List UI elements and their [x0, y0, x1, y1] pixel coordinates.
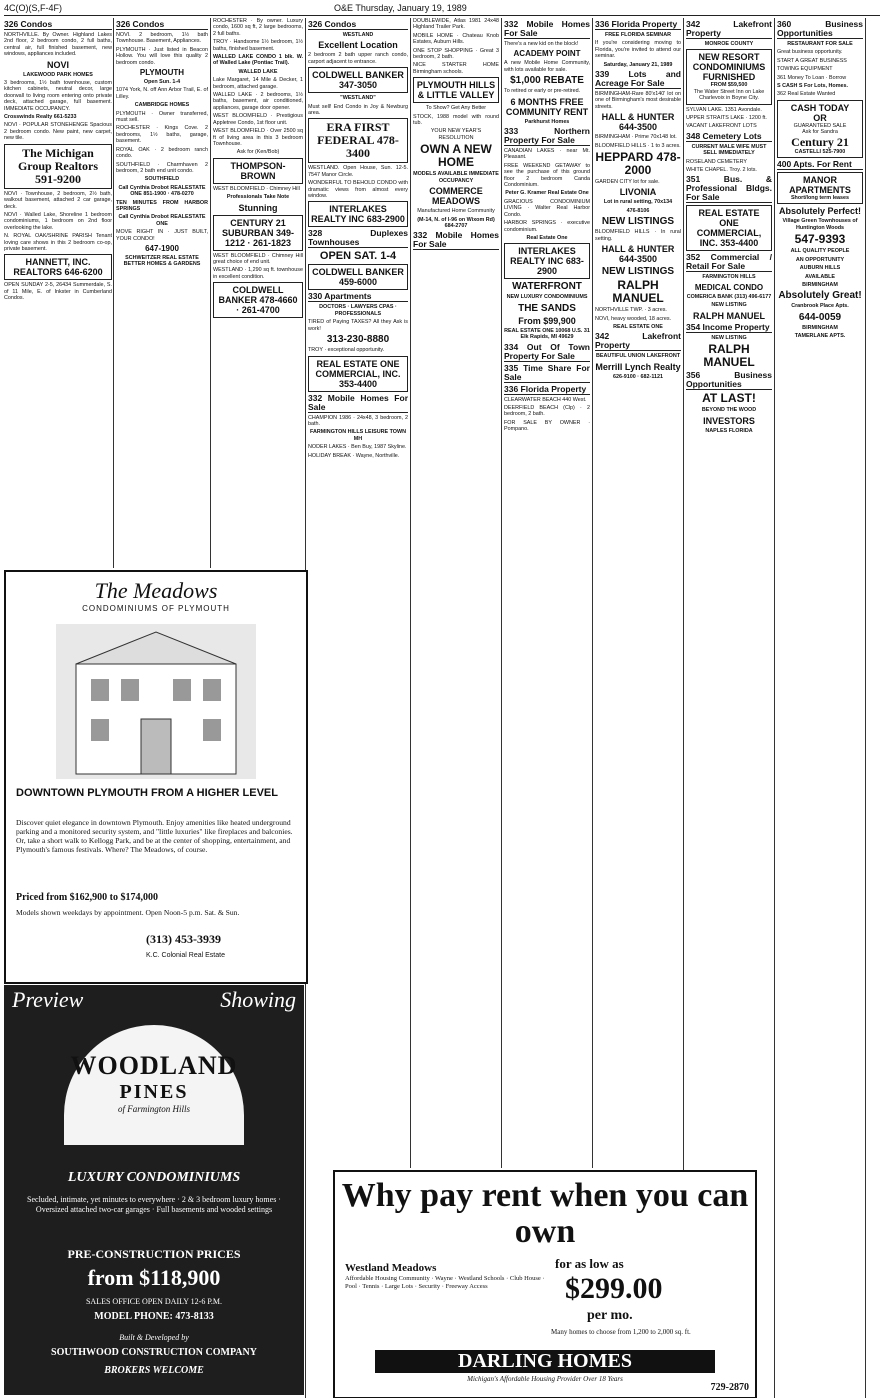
listing-contact: RALPH MANUEL: [693, 310, 765, 321]
section-header: 351 Bus. & Professional Bldgs. For Sale: [686, 174, 772, 203]
column-divider: [113, 18, 114, 568]
listing: PLYMOUTH · Owner transferred, must sell.: [116, 110, 208, 124]
listing: UPPER STRAITS LAKE · 1200 ft.: [686, 115, 767, 122]
section-header: 333 Northern Property For Sale: [504, 126, 590, 146]
section-header: 332 Mobile Homes For Sale: [413, 230, 499, 250]
listing: HARBOR SPRINGS · executive condominium.: [504, 220, 590, 233]
listing-heading: BEAUTIFUL UNION LAKEFRONT: [595, 353, 681, 360]
listing: DEERFIELD BEACH (Clp) · 2 bedroom, 2 bath.: [504, 404, 590, 418]
listing: NICE STARTER HOME Birmingham schools.: [413, 62, 499, 75]
listing-heading: BEYOND THE WOOD: [701, 407, 757, 414]
classified-column: [686, 18, 772, 1168]
section-header: 326 Condos: [116, 20, 208, 30]
section-header: 360 Business Opportunities: [777, 19, 863, 38]
ad-pcp: PRE-CONSTRUCTION PRICES: [67, 1247, 241, 1261]
listing-heading: Cranbrook Place Apts.: [791, 303, 849, 310]
listing: SOUTHFIELD · Charmhaven 2 bedroom, 2 bath end unit condo.: [116, 161, 208, 174]
listing: WALLED LAKE · 2 bedrooms, 1½ baths, basement, air conditioned, appliances, garage door opener.: [213, 92, 303, 111]
listing-heading: AT LAST!: [702, 391, 756, 406]
ad-price: $299.00: [565, 1272, 663, 1305]
broker-name: HANNETT, INC. REALTORS 646-6200: [13, 257, 103, 278]
listing: STOCK, 1988 model with round tub.: [413, 113, 499, 127]
meadows-ad: [4, 570, 308, 984]
ad-heading: CASH TODAY: [790, 102, 850, 113]
broker-ad: [213, 282, 303, 318]
listing-heading: Absolutely Perfect!: [778, 206, 862, 217]
listing: WONDERFUL TO BEHOLD CONDO with dramatic views from almost every window.: [308, 180, 408, 200]
listing-heading: NOVI: [46, 59, 69, 70]
listing-heading: BIRMINGHAM: [802, 324, 838, 331]
listing: CANADIAN LAKES · near Mt. Pleasant.: [504, 148, 590, 161]
ad-homes: Many homes to choose from 1,200 to 2,000 sq. ft.: [551, 1328, 691, 1336]
classified-column: [413, 18, 499, 1168]
listing-heading: Saturday, January 21, 1989: [603, 61, 673, 68]
section-header: 335 Time Share For Sale: [504, 362, 590, 382]
classified-column: [504, 18, 590, 1168]
listing-heading: Lot in rural setting, 70x134: [603, 199, 673, 206]
listing: NOVI · POPULAR STONEHENGE Spacious 2 bedroom condo. New paint, new carpet, new tile.: [4, 122, 112, 142]
section-header: 336 Florida Property: [504, 385, 590, 395]
broker-name: REAL ESTATE ONE COMMERCIAL, INC. 353-4400: [315, 358, 401, 389]
listing-heading: OWN A NEW HOME: [420, 142, 492, 170]
broker-name: Century 21: [791, 134, 849, 149]
listing-heading: OPEN SAT. 1-4: [319, 250, 397, 263]
broker-name: ERA FIRST FEDERAL 478-3400: [317, 120, 399, 161]
section-header: 348 Cemetery Lots: [686, 132, 772, 142]
section-header: 326 Condos: [4, 20, 112, 30]
section-header: 332 Mobile Homes For Sale: [504, 19, 590, 38]
section-header: 326 Condos: [308, 20, 408, 30]
ad-body: Secluded, intimate, yet minutes to everywhere · 2 & 3 bedroom luxury homes · Oversized attached two-car garages · Full basements and wooded settings: [27, 1195, 281, 1214]
listing-heading: DOCTORS · LAWYERS CPAS · PROFESSIONALS: [319, 304, 397, 317]
section-header: 336 Florida Property: [595, 20, 681, 30]
listing: Must sell! End Condo in Joy & Newburg area.: [308, 103, 408, 117]
section-header: 342 Lakefront Property: [595, 331, 681, 351]
listing-heading: RESTAURANT FOR SALE: [787, 41, 853, 47]
classified-column: [777, 18, 863, 1398]
darling-homes-ad: [333, 1170, 757, 1398]
listing-phone: 547-9393: [794, 232, 846, 247]
masthead: [4, 3, 880, 16]
listing-heading: AN OPPORTUNITY: [795, 256, 845, 263]
listing-heading: WATERFRONT: [512, 281, 582, 293]
woodland-logo: [64, 1025, 244, 1145]
listing-contact: Peter G. Kramer Real Estate One: [505, 190, 589, 197]
broker-ad: [686, 49, 772, 104]
listing-heading: FARMINGTON HILLS: [702, 274, 756, 281]
listing-heading: Village Green Townhouses of Huntington Woods: [782, 218, 858, 231]
section-header: 328 Duplexes Townhouses: [308, 228, 408, 248]
broker-name: The Michigan Group Realtors 591-9200: [17, 145, 99, 186]
listing: MOVE RIGHT IN · JUST BUILT, YOUR CONDO!: [116, 229, 208, 242]
listing-heading: "WESTLAND": [340, 95, 376, 102]
logo-line-1: WOODLAND: [70, 1051, 238, 1080]
listing: ROYAL OAK · 2 bedroom ranch condo.: [116, 146, 208, 160]
column-divider: [501, 18, 502, 1168]
ad-text: Ask for Sandra: [802, 129, 838, 136]
listing: WEST BLOOMFIELD · Over 2500 sq ft of living area in this 3 bedroom Townhouse.: [213, 128, 303, 147]
listing: FREE WEEKEND GETAWAY to see the purchase of this ground floor 2 bedroom Canda Condominium.: [504, 162, 590, 189]
listing-heading: CURRENT MALE WIFE MUST SELL IMMEDIATELY: [691, 143, 767, 157]
broker-ad: [308, 356, 408, 392]
listing-contact: HALL & HUNTER 644-3500: [601, 244, 675, 265]
listing: WEST BLOOMFIELD · Chimney Hill: [213, 185, 300, 192]
ad-hours: Models shown weekdays by appointment. Open Noon-5 p.m. Sat. & Sun.: [16, 908, 240, 917]
listing: ROCHESTER · Kings Cove. 2 bedrooms, 1½ baths, garage, basement.: [116, 125, 208, 145]
listing-heading: Professionals Take Note: [226, 194, 290, 201]
listing-heading: AVAILABLE: [804, 273, 836, 280]
listing: If you're considering moving to Florida, you're invited to attend our seminar.: [595, 40, 681, 60]
listing-heading: NEW LISTING: [711, 302, 747, 309]
listing: NOVI, heavy wooded, 18 acres.: [595, 315, 672, 322]
ad-price: FROM $59,500: [710, 82, 748, 89]
listing-contact: Crosswinds Realty 661-5233: [4, 114, 77, 121]
ad-title: The Meadows: [94, 578, 218, 603]
column-divider: [774, 18, 775, 1398]
listing: Great business opportunity.: [777, 49, 843, 56]
listing: To retired or early or pre-retired.: [504, 88, 581, 95]
listing-heading: 6 MONTHS FREE COMMUNITY RENT: [505, 96, 589, 117]
listing: GARDEN CITY lot for sale.: [595, 179, 660, 186]
listing-heading: INVESTORS: [703, 415, 755, 426]
listing-contact: HEPPARD 478-2000: [595, 150, 681, 178]
page-number: 4C(O)(S,F-4F): [4, 3, 62, 13]
column-divider: [592, 18, 593, 1168]
listing-heading: From $99,900: [518, 315, 576, 326]
listing-heading: MODELS AVAILABLE IMMEDIATE OCCUPANCY: [413, 171, 499, 184]
listing: GRACIOUS CONDOMINIUM LIVING · Walter Real Harbor Condo.: [504, 198, 590, 218]
broker-name: CENTURY 21 SUBURBAN 349-1212 · 261-1823: [221, 217, 294, 248]
listing-contact: Call Cynthia Drobot REALESTATE ONE 851-1900 · 478-0270: [118, 184, 206, 198]
ad-model-phone: MODEL PHONE: 473-8133: [94, 1311, 214, 1322]
broker-ad: [213, 215, 303, 251]
broker-ad: [213, 158, 303, 184]
broker-ad: [308, 201, 408, 227]
listing: NORTHVILLE TWP. · 3 acres.: [595, 307, 667, 314]
ad-price: from $118,900: [87, 1265, 221, 1290]
section-header: 354 Income Property: [686, 323, 772, 333]
listing-heading: PLYMOUTH: [139, 68, 185, 78]
listing-heading: SOUTHFIELD: [144, 176, 180, 183]
listing-heading: TAMERLANE APTS.: [794, 333, 846, 340]
listing-heading: NAPLES FLORIDA: [705, 427, 753, 434]
listing-heading: FREE FLORIDA SEMINAR: [605, 32, 671, 38]
broker-name: COLDWELL BANKER 478-4660 · 261-4700: [218, 285, 298, 316]
listing: WEST BLOOMFIELD · Prestigious Appletree Condo, 1st floor unit.: [213, 113, 303, 126]
listing: CLEARWATER BEACH 440 West.: [504, 396, 587, 403]
broker-name: THOMPSON-BROWN: [230, 160, 286, 181]
section-header: 342 Lakefront Property: [686, 19, 772, 38]
listing: 2 bedroom 2 bath upper ranch condo, carport adjacent to entrance.: [308, 52, 408, 65]
listing: 1074 York, N. off Ann Arbor Trail, E. of Lilley.: [116, 87, 208, 100]
listing-heading: Absolutely Great!: [778, 290, 862, 302]
classified-column: [868, 18, 882, 1398]
listing-contact: Merrill Lynch Realty: [595, 361, 681, 372]
listing: YOUR NEW YEAR'S RESOLUTION: [430, 128, 482, 141]
ad-text: GUARANTEED SALE: [793, 122, 847, 129]
listing: N. ROYAL OAK/SHRINE PARISH Tenant loving care shows in this 2 bedroom co-op, private basement.: [4, 233, 112, 252]
classified-column: [308, 18, 408, 1168]
listing-contact: RALPH MANUEL: [703, 342, 755, 370]
broker-ad: [686, 205, 772, 251]
ad-broker: K.C. Colonial Real Estate: [146, 952, 225, 959]
listing-contact: REAL ESTATE ONE: [613, 323, 663, 330]
listing-heading: LIVONIA: [619, 187, 657, 198]
logo-line-2: PINES: [119, 1081, 189, 1103]
listing: To Show? Get Any Better: [425, 105, 487, 112]
ad-as-low-as: for as low as: [555, 1256, 624, 1271]
listing: NOVI · Walled Lake, Shoreline 1 bedroom condominiums, 1 bedroom on 2nd floor overlooking the lake.: [4, 211, 112, 231]
listing-heading: AUBURN HILLS: [799, 265, 841, 272]
ad-sales-hours: SALES OFFICE OPEN DAILY 12-6 P.M.: [85, 1297, 223, 1306]
broker-ad: [413, 77, 499, 103]
listing: A new Mobile Home Community, with lots available for sale.: [504, 60, 590, 73]
ad-heading: MANOR APARTMENTS: [789, 175, 851, 196]
listing-contact: REAL ESTATE ONE 10068 U.S. 31 Elk Rapids, MI 49629: [504, 327, 590, 341]
listing-heading: BIRMINGHAM: [802, 281, 838, 288]
listing-heading: ACADEMY POINT: [513, 49, 581, 59]
listing: NORTHVILLE. By Owner. Highland Lakes 2nd floor, 2 bedroom condo, 2 full baths, central air, full finished basement, new windows, appliances included.: [4, 32, 112, 58]
ad-showing-label: Showing: [220, 987, 296, 1012]
listing: CHAMPION 1986 · 24x48, 3 bedroom, 2 bath.: [308, 414, 408, 427]
broker-ad: [308, 264, 408, 290]
listing-heading: NEW LISTINGS: [601, 216, 675, 228]
broker-phone: CASTELLI 525-7900: [794, 148, 846, 155]
broker-ad: [777, 172, 863, 204]
listing: NODER LAKES · Ben Buy, 1987 Skyline.: [308, 444, 407, 451]
ad-built-by: Built & Developed by: [119, 1333, 189, 1342]
listing: SYLVAN LAKE. 1351 Avondale.: [686, 106, 762, 113]
ad-company-name: DARLING HOMES: [375, 1350, 715, 1373]
listing-heading: Open Sun. 1-4: [143, 79, 181, 86]
listing-heading: LAKEWOOD PARK HOMES: [23, 71, 93, 78]
listing: FOR SALE BY OWNER · Pompano.: [504, 419, 590, 433]
ad-subtitle: CONDOMINIUMS OF PLYMOUTH: [82, 604, 230, 613]
section-header: 339 Lots and Acreage For Sale: [595, 69, 681, 89]
ad-headline: Why pay rent when you can own: [341, 1177, 749, 1250]
broker-name: INTERLAKES REALTY INC 683-2900: [510, 246, 584, 277]
section-header: 330 Apartments: [308, 292, 408, 302]
listing: 361 Money To Loan · Borrow: [777, 74, 847, 81]
listing-heading: Stunning: [238, 202, 278, 213]
ad-community-details: Affordable Housing Community · Wayne · Westland Schools · Club House · Pool · Tennis · Large Lots · Security · Freeway Access: [345, 1275, 545, 1290]
ad-text: The Water Street Inn on Lake Charlevoix in Boyne City.: [693, 88, 765, 102]
listing-phone: 476-8106: [626, 207, 650, 214]
ad-heading: OR: [813, 112, 827, 123]
listing: BLOOMFIELD HILLS · 1 to 3 acres.: [595, 142, 681, 149]
section-header: 356 Business Opportunities: [686, 370, 772, 390]
listing-contact: Real Estate One: [526, 234, 568, 241]
broker-ad: [308, 118, 408, 163]
broker-ad: [308, 67, 408, 93]
listing-heading: MONROE COUNTY: [704, 41, 754, 47]
section-header: 400 Apts. For Rent: [777, 160, 863, 170]
listing: Ask for (Ken/Bob): [236, 149, 280, 156]
logo-line-3: of Farmington Hills: [117, 1104, 190, 1114]
ad-per-month: per mo.: [587, 1308, 633, 1323]
broker-name: COLDWELL BANKER 459-6000: [312, 267, 404, 288]
listing-heading: FARMINGTON HILLS LEISURE TOWN MH: [310, 429, 406, 442]
listing-heading: THE SANDS: [518, 302, 576, 314]
woodland-pines-ad: [4, 985, 304, 1395]
listing: NOVI. 2 bedroom, 1½ bath Townhouse. Basement, Appliances.: [116, 32, 208, 45]
listing-contact: Parkhurst Homes: [524, 118, 570, 125]
column-divider: [865, 18, 866, 1398]
listing: HOLIDAY BREAK · Wayne, Northville.: [308, 452, 400, 459]
ad-developer: SOUTHWOOD CONSTRUCTION COMPANY: [51, 1347, 257, 1358]
listing-heading: COMMERCE MEADOWS: [429, 186, 483, 207]
broker-name: NEW RESORT CONDOMINIUMS FURNISHED: [692, 52, 766, 83]
broker-ad: [4, 254, 112, 280]
broker-ad: [4, 144, 112, 189]
broker-name: PLYMOUTH HILLS & LITTLE VALLEY: [416, 80, 496, 101]
ad-phone: 729-2870: [710, 1382, 749, 1393]
listing: BLOOMFIELD HILLS · In rural setting.: [595, 229, 681, 242]
listing-heading: ALL QUALITY PEOPLE: [790, 248, 850, 255]
listing: 3 bedrooms, 1½ bath townhouse, custom kitchen cabinets, neutral decor, large doorwall to living room entering onto private deck, attached garage, full basement. IMMEDIATE OCCUPANCY.: [4, 80, 112, 112]
ad-luxury: LUXURY CONDOMINIUMS: [67, 1170, 241, 1185]
ad-body: Discover quiet elegance in downtown Plymouth. Enjoy amenities like heated underground parking and a monitored security system, and "little luxuries" like fireplaces and balconies. Or, take a short walk to Kellogg Park, and be at the center of shopping, entertainment, and Plymouth's famous festivals. Where? The Meadows, of course.: [16, 818, 293, 854]
broker-name: REAL ESTATE ONE COMMERCIAL, INC. 353-4400: [696, 208, 762, 249]
listing-heading: WALLED LAKE CONDO 1 blk. W. of Walled Lake (Pontiac Trail).: [213, 54, 303, 67]
listing: TROY · exceptional opportunity.: [308, 347, 385, 354]
listing-heading: NEW LISTINGS: [601, 266, 675, 278]
listing: There's a new kid on the block!: [504, 41, 579, 47]
broker-ad: [777, 100, 863, 158]
listing: Lake Margaret, 14 Mile & Decker, 1 bedroom, attached garage.: [213, 77, 303, 90]
ad-preview-label: Preview: [12, 987, 84, 1012]
listing: OPEN SUNDAY 2-5, 26434 Summerdale, S. of 11 Mile, E. of Inkster in Cumberland Condos.: [4, 282, 112, 302]
broker-name: INTERLAKES REALTY INC 683-2900: [311, 204, 405, 225]
listing-heading: Excellent Location: [318, 40, 398, 51]
classified-column: [213, 18, 303, 568]
listing-contact: Call Cynthia Drobot REALESTATE ONE: [118, 214, 206, 227]
building-illustration: [56, 624, 256, 779]
listing: BIRMINGHAM-Rare 80'x140' lot on one of Birmingham's most desirable streets.: [595, 91, 681, 110]
listing-phone: 647-1900: [145, 243, 179, 253]
listing: VACANT LAKEFRONT LOTS: [686, 123, 757, 130]
listing: 362 Real Estate Wanted: [777, 91, 836, 98]
column-divider: [210, 18, 211, 568]
ad-brokers-welcome: BROKERS WELCOME: [104, 1365, 204, 1376]
listing: ROSELAND CEMETERY: [686, 158, 748, 165]
listing: TROY · Handsome 1½ bedroom, 1½ baths, finished basement.: [213, 39, 303, 52]
listing-heading: $1,000 REBATE: [510, 75, 584, 87]
listing-contact: RALPH MANUEL: [612, 278, 664, 306]
ad-price: Priced from $162,900 to $174,000: [16, 892, 159, 903]
listing-heading: CAMBRIDGE HOMES: [134, 102, 190, 109]
listing: PLYMOUTH · Just listed in Beacon Hollow. You will love this quality 2 bedroom condo.: [116, 46, 208, 66]
classified-column: [116, 18, 208, 568]
listing-heading: MEDICAL CONDO: [694, 282, 764, 292]
building-sketch-icon: [56, 624, 256, 779]
ad-text: Short/long term leases: [790, 195, 850, 202]
broker-ad: [504, 243, 590, 279]
listing: WESTLAND. Open House, Sun. 12-5. 7547 Manor Circle.: [308, 165, 408, 178]
listing-heading: WESTLAND: [342, 32, 374, 38]
listing: WHITE CHAPEL. Troy. 2 lots.: [686, 167, 757, 174]
column-divider: [410, 18, 411, 1168]
section-header: 332 Mobile Homes For Sale: [308, 392, 408, 412]
classified-column: [4, 18, 112, 568]
listing: MOBILE HOME · Chateau Knob Estates, Auburn Hills.: [413, 32, 499, 46]
listing: BIRMINGHAM · Prime 70x148 lot.: [595, 134, 677, 141]
listing: Manufactured Home Community: [417, 208, 495, 215]
listing: WESTLAND · 1,290 sq ft. townhouse in excellent condition.: [213, 267, 303, 280]
section-header: 352 Commercial / Retail For Sale: [686, 252, 772, 272]
listing: START A GREAT BUSINESS: [777, 57, 847, 64]
ad-community: Westland Meadows: [345, 1262, 437, 1274]
listing: WEST BLOOMFIELD · Chimney Hill great choice of end unit.: [213, 252, 303, 265]
listing: DOUBLEWIDE, Atlas 1981 24x48 Highland Trailer Park.: [413, 18, 499, 31]
ad-tagline: Michigan's Affordable Housing Provider Over 18 Years: [467, 1375, 623, 1383]
listing: TOWING EQUIPMENT: [777, 66, 833, 73]
listing: ROCHESTER · By owner. Luxury condo, 1600 sq ft, 2 large bedrooms, 2 full baths.: [213, 18, 303, 37]
listing-heading: S CASH S For Lots, Homes.: [777, 83, 848, 90]
listing: NOVI · Townhouse, 2 bedroom, 2½ bath, walkout basement, attached 2 car garage, deck.: [4, 190, 112, 210]
listing-phone: 313-230-8880: [326, 334, 390, 346]
ad-phone: (313) 453-3939: [146, 932, 221, 946]
listing-heading: NEW LUXURY CONDOMINIUMS: [506, 294, 588, 301]
listing-heading: WALLED LAKE: [238, 68, 278, 75]
listing-contact: SCHWEITZER REAL ESTATE BETTER HOMES & GARDENS: [123, 254, 201, 268]
listing-contact: COMERICA BANK (313) 496-6177: [686, 293, 772, 300]
listing-phone: 644-0059: [798, 311, 842, 323]
issue-date: O&E Thursday, January 19, 1989: [334, 3, 467, 13]
listing: ONE STOP SHOPPING · Great 3 bedroom, 2 bath.: [413, 47, 499, 61]
listing: TIRED of Paying TAXES? All they Ask is work!: [308, 319, 408, 332]
section-header: 334 Out Of Town Property For Sale: [504, 341, 590, 361]
ad-headline: DOWNTOWN PLYMOUTH FROM A HIGHER LEVEL: [16, 787, 278, 799]
listing-heading: TEN MINUTES FROM HARBOR SPRINGS: [116, 199, 208, 212]
listing-heading: NEW LISTING: [711, 334, 747, 341]
listing-contact: (M-14, N. of I-96 on Wixom Rd) 684-2707: [417, 216, 495, 229]
broker-name: COLDWELL BANKER 347-3050: [312, 70, 404, 91]
listing-phone: 626-9100 · 682-1121: [612, 373, 664, 380]
listing-contact: HALL & HUNTER 644-3500: [601, 112, 675, 133]
